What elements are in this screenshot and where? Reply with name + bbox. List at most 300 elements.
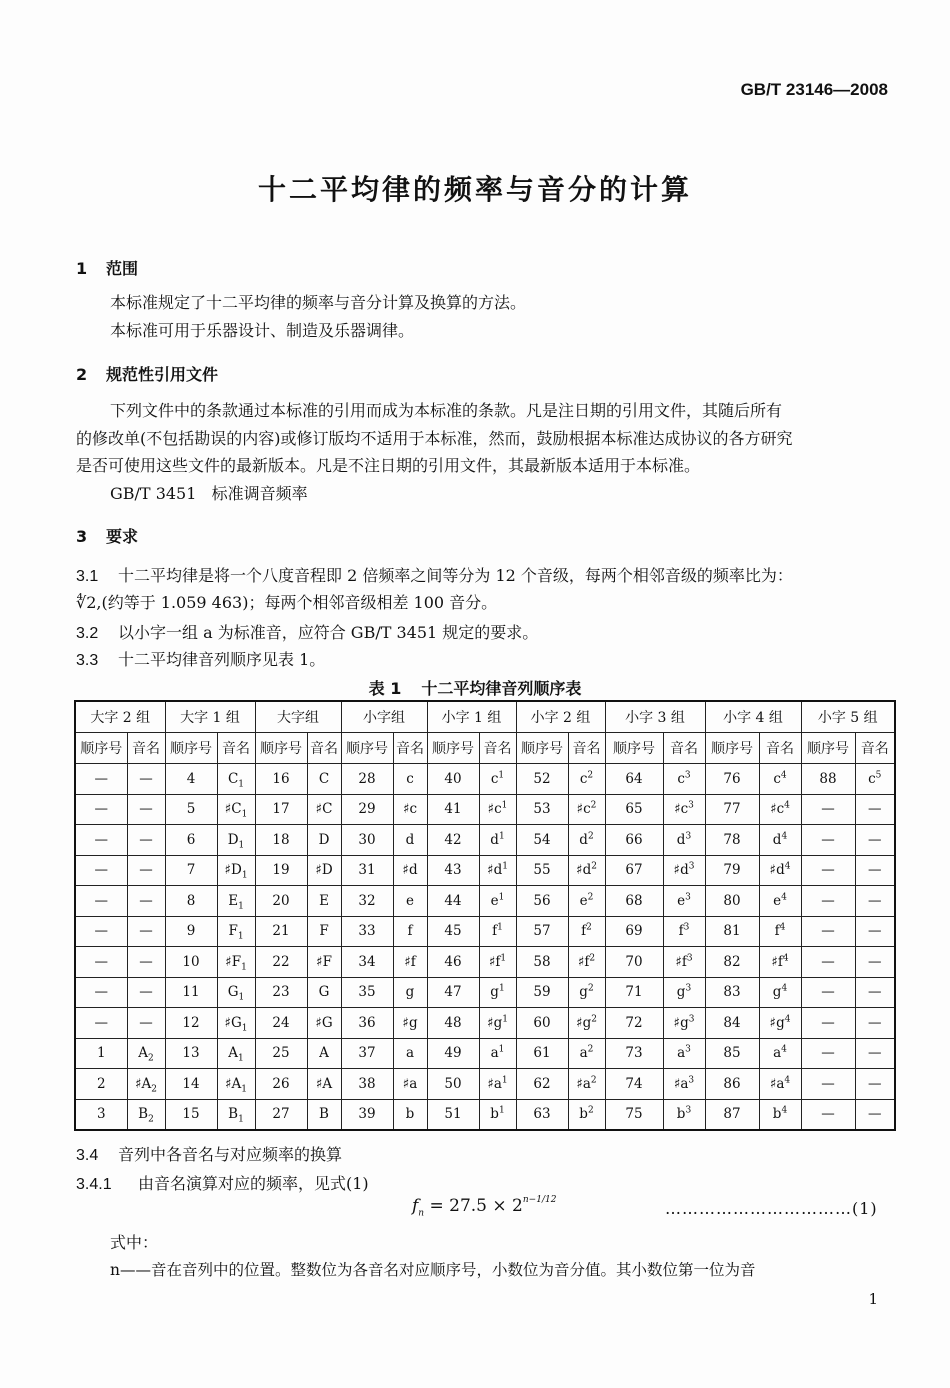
note-name: ♯D bbox=[224, 862, 242, 879]
seq-cell: 70 bbox=[605, 947, 663, 978]
note-name-cell bbox=[855, 764, 895, 795]
octave-subscript: 1 bbox=[238, 779, 245, 790]
note-name-cell bbox=[663, 855, 705, 886]
note-name-cell bbox=[217, 1099, 255, 1130]
octave-superscript: 3 bbox=[685, 1105, 692, 1116]
octave-superscript: 1 bbox=[498, 831, 505, 842]
note-name: ♯d bbox=[576, 862, 592, 879]
octave-subscript: 1 bbox=[241, 870, 248, 881]
seq-cell: — bbox=[75, 764, 127, 795]
seq-cell: 67 bbox=[605, 855, 663, 886]
octave-superscript: 2 bbox=[590, 1075, 597, 1086]
note-name-cell bbox=[393, 794, 427, 825]
note-name: — bbox=[139, 770, 153, 787]
note-name: f bbox=[407, 923, 413, 940]
octave-subscript: 1 bbox=[241, 962, 247, 973]
section-1-para-2: 本标准可用于乐器设计、制造及乐器调律。 bbox=[110, 321, 415, 340]
note-name-cell bbox=[307, 1099, 341, 1130]
seq-cell: 38 bbox=[341, 1069, 393, 1100]
octave-superscript: 2 bbox=[587, 983, 594, 994]
group-header-cell: 小字组 bbox=[341, 701, 427, 733]
seq-cell: 65 bbox=[605, 794, 663, 825]
note-name: E bbox=[228, 892, 239, 909]
note-name-cell bbox=[393, 825, 427, 856]
note-name: — bbox=[868, 862, 882, 879]
note-name-cell bbox=[855, 916, 895, 947]
seq-cell: 79 bbox=[705, 855, 759, 886]
note-name-cell bbox=[663, 1069, 705, 1100]
octave-subscript: 1 bbox=[238, 1053, 244, 1064]
seq-cell: 7 bbox=[165, 855, 217, 886]
note-name-cell bbox=[217, 764, 255, 795]
seq-cell: — bbox=[801, 1099, 855, 1130]
octave-subscript: 2 bbox=[148, 1053, 154, 1064]
seq-cell: 52 bbox=[516, 764, 568, 795]
clause-3-1-text: 十二平均律是将一个八度音程即 2 倍频率之间等分为 12 个音级，每两个相邻音级的频率比为： bbox=[118, 566, 793, 585]
note-name-cell bbox=[393, 947, 427, 978]
note-name-cell bbox=[479, 764, 516, 795]
note-name-cell bbox=[217, 825, 255, 856]
seq-cell: 58 bbox=[516, 947, 568, 978]
seq-cell: 30 bbox=[341, 825, 393, 856]
section-2-line-2: 的修改单(不包括勘误的内容)或修订版均不适用于本标准，然而，鼓励根据本标准达成协议的各方研究 bbox=[76, 429, 793, 448]
note-name-cell bbox=[568, 947, 605, 978]
seq-cell: 3 bbox=[75, 1099, 127, 1130]
note-name-cell bbox=[127, 947, 165, 978]
octave-superscript: 1 bbox=[502, 861, 508, 872]
note-name-cell bbox=[393, 764, 427, 795]
table-row bbox=[75, 916, 895, 947]
seq-cell: 68 bbox=[605, 886, 663, 917]
seq-cell: 27 bbox=[255, 1099, 307, 1130]
octave-subscript: 1 bbox=[241, 1023, 248, 1034]
octave-superscript: 4 bbox=[784, 800, 790, 811]
note-name-cell bbox=[568, 886, 605, 917]
clause-3-4 bbox=[76, 1142, 342, 1165]
seq-cell: 86 bbox=[705, 1069, 759, 1100]
note-name-cell bbox=[393, 916, 427, 947]
formula-lhs-subscript: n bbox=[418, 1208, 425, 1219]
seq-header-cell: 顺序号 bbox=[75, 733, 127, 764]
seq-header-cell: 顺序号 bbox=[705, 733, 759, 764]
note-name: c bbox=[490, 770, 499, 787]
seq-cell: 24 bbox=[255, 1008, 307, 1039]
seq-cell: 37 bbox=[341, 1038, 393, 1069]
seq-cell: 42 bbox=[427, 825, 479, 856]
seq-cell: 60 bbox=[516, 1008, 568, 1039]
note-name: — bbox=[868, 953, 882, 970]
group-header-row bbox=[75, 701, 895, 733]
note-name-cell bbox=[568, 1099, 605, 1130]
note-name-cell bbox=[479, 1099, 516, 1130]
note-name: g bbox=[772, 984, 782, 1001]
note-name: G bbox=[318, 984, 330, 1001]
note-name: F bbox=[319, 923, 329, 940]
note-name: ♯g bbox=[576, 1014, 592, 1031]
note-name: b bbox=[676, 1106, 686, 1123]
note-name: a bbox=[677, 1045, 686, 1062]
seq-cell: 10 bbox=[165, 947, 217, 978]
table-row bbox=[75, 1038, 895, 1069]
note-name: G bbox=[227, 984, 239, 1001]
document-title: 十二平均律的频率与音分的计算 bbox=[257, 173, 692, 206]
note-name: — bbox=[868, 1106, 882, 1123]
note-name: A bbox=[138, 1045, 148, 1062]
note-name-cell bbox=[568, 916, 605, 947]
note-name: d bbox=[676, 831, 686, 848]
note-name: f bbox=[492, 923, 498, 940]
seq-cell: 77 bbox=[705, 794, 759, 825]
octave-superscript: 3 bbox=[688, 861, 695, 872]
seq-cell: — bbox=[801, 886, 855, 917]
seq-cell: 56 bbox=[516, 886, 568, 917]
clause-3-4-1-number: 3.4.1 bbox=[76, 1176, 112, 1193]
section-2-number: 2 bbox=[76, 365, 88, 384]
note-name-cell bbox=[217, 977, 255, 1008]
octave-superscript: 4 bbox=[784, 1075, 791, 1086]
clause-3-3-number: 3.3 bbox=[76, 652, 99, 669]
octave-subscript: 2 bbox=[151, 1084, 158, 1095]
octave-superscript: 1 bbox=[498, 983, 505, 994]
octave-superscript: 3 bbox=[683, 922, 690, 933]
note-name-cell bbox=[759, 1008, 801, 1039]
column-header-row bbox=[75, 733, 895, 764]
octave-superscript: 3 bbox=[685, 831, 692, 842]
note-name-cell bbox=[127, 1008, 165, 1039]
note-name: C bbox=[318, 770, 330, 787]
note-name: b bbox=[772, 1106, 782, 1123]
octave-subscript: 1 bbox=[241, 809, 248, 820]
note-name: ♯C bbox=[224, 801, 242, 818]
note-name: — bbox=[139, 862, 153, 879]
note-name: ♯D bbox=[315, 862, 333, 879]
seq-header-cell: 顺序号 bbox=[165, 733, 217, 764]
seq-cell: 47 bbox=[427, 977, 479, 1008]
section-2-line-1: 下列文件中的条款通过本标准的引用而成为本标准的条款。凡是注日期的引用文件，其随后所有 bbox=[110, 401, 783, 420]
note-name-cell bbox=[479, 916, 516, 947]
note-name-cell bbox=[663, 764, 705, 795]
seq-cell: 8 bbox=[165, 886, 217, 917]
note-name-cell bbox=[663, 1099, 705, 1130]
name-header-cell: 音名 bbox=[855, 733, 895, 764]
note-name-cell bbox=[663, 794, 705, 825]
note-name-cell bbox=[855, 947, 895, 978]
note-name: — bbox=[868, 1045, 882, 1062]
seq-header-cell: 顺序号 bbox=[605, 733, 663, 764]
seq-cell: 48 bbox=[427, 1008, 479, 1039]
note-name: ♯a bbox=[402, 1075, 418, 1092]
where-n-definition: n——音在音列中的位置。整数位为各音名对应顺序号，小数位为音分值。其小数位第一位为音 bbox=[110, 1261, 756, 1279]
seq-cell: 1 bbox=[75, 1038, 127, 1069]
note-name-cell bbox=[217, 1069, 255, 1100]
note-name: B bbox=[319, 1106, 329, 1123]
pitch-sequence-table bbox=[74, 700, 896, 1131]
note-name-cell bbox=[855, 1099, 895, 1130]
section-3-number: 3 bbox=[76, 527, 88, 546]
section-2-title: 规范性引用文件 bbox=[106, 365, 219, 384]
octave-superscript: 4 bbox=[781, 1105, 788, 1116]
name-header-cell: 音名 bbox=[568, 733, 605, 764]
octave-superscript: 1 bbox=[501, 1075, 508, 1086]
seq-cell: — bbox=[75, 794, 127, 825]
note-name-cell bbox=[307, 764, 341, 795]
seq-cell: 69 bbox=[605, 916, 663, 947]
note-name-cell bbox=[479, 1038, 516, 1069]
table-row bbox=[75, 886, 895, 917]
note-name-cell bbox=[663, 1008, 705, 1039]
note-name-cell bbox=[568, 855, 605, 886]
seq-cell: — bbox=[801, 977, 855, 1008]
note-name-cell bbox=[217, 794, 255, 825]
seq-cell: — bbox=[75, 947, 127, 978]
note-name: — bbox=[868, 984, 882, 1001]
note-name-cell bbox=[479, 794, 516, 825]
note-name: ♯c bbox=[487, 801, 502, 818]
seq-cell: 43 bbox=[427, 855, 479, 886]
clause-3-4-1-text: 由音名演算对应的频率，见式(1) bbox=[138, 1174, 369, 1193]
note-name-cell bbox=[127, 764, 165, 795]
seq-cell: 54 bbox=[516, 825, 568, 856]
note-name: ♯g bbox=[487, 1014, 503, 1031]
table-row bbox=[75, 1069, 895, 1100]
note-name-cell bbox=[127, 794, 165, 825]
note-name: b bbox=[490, 1106, 499, 1123]
section-1-number: 1 bbox=[76, 259, 88, 278]
normative-reference bbox=[110, 481, 308, 507]
note-name: g bbox=[405, 984, 415, 1001]
clause-3-2-number: 3.2 bbox=[76, 625, 99, 642]
octave-superscript: 2 bbox=[590, 800, 597, 811]
note-name-cell bbox=[568, 794, 605, 825]
table-caption-number: 表 1 bbox=[368, 679, 402, 698]
seq-cell: 75 bbox=[605, 1099, 663, 1130]
octave-superscript: 4 bbox=[781, 831, 788, 842]
note-name: a bbox=[773, 1045, 782, 1062]
note-name-cell bbox=[217, 1038, 255, 1069]
group-header-cell: 大字 2 组 bbox=[75, 701, 165, 733]
seq-cell: 59 bbox=[516, 977, 568, 1008]
seq-cell: 17 bbox=[255, 794, 307, 825]
note-name: ♯d bbox=[769, 862, 785, 879]
note-name-cell bbox=[127, 1099, 165, 1130]
note-name: ♯d bbox=[487, 862, 503, 879]
note-name-cell bbox=[127, 825, 165, 856]
seq-cell: 51 bbox=[427, 1099, 479, 1130]
table-row bbox=[75, 1099, 895, 1130]
note-name: B bbox=[138, 1106, 149, 1123]
note-name: ♯f bbox=[577, 953, 590, 970]
note-name-cell bbox=[479, 825, 516, 856]
note-name: f bbox=[774, 923, 780, 940]
seq-cell: 41 bbox=[427, 794, 479, 825]
note-name: ♯A bbox=[224, 1075, 242, 1092]
note-name-cell bbox=[127, 977, 165, 1008]
octave-superscript: 2 bbox=[586, 922, 592, 933]
seq-cell: 62 bbox=[516, 1069, 568, 1100]
seq-cell: 32 bbox=[341, 886, 393, 917]
seq-cell: 15 bbox=[165, 1099, 217, 1130]
seq-cell: — bbox=[75, 977, 127, 1008]
seq-cell: 2 bbox=[75, 1069, 127, 1100]
table-caption-title: 十二平均律音列顺序表 bbox=[421, 679, 582, 698]
seq-header-cell: 顺序号 bbox=[255, 733, 307, 764]
table-row bbox=[75, 764, 895, 795]
note-name: ♯g bbox=[769, 1014, 785, 1031]
seq-cell: 73 bbox=[605, 1038, 663, 1069]
note-name: c bbox=[406, 770, 414, 787]
octave-superscript: 3 bbox=[688, 800, 694, 811]
seq-cell: 31 bbox=[341, 855, 393, 886]
seq-cell: 55 bbox=[516, 855, 568, 886]
seq-cell: — bbox=[75, 886, 127, 917]
note-name: A bbox=[228, 1045, 238, 1062]
note-name: g bbox=[490, 984, 499, 1001]
name-header-cell: 音名 bbox=[663, 733, 705, 764]
note-name-cell bbox=[568, 1069, 605, 1100]
note-name: ♯C bbox=[315, 801, 333, 818]
note-name: — bbox=[868, 1014, 882, 1031]
octave-superscript: 3 bbox=[684, 770, 691, 781]
octave-subscript: 1 bbox=[238, 840, 245, 851]
note-name: ♯c bbox=[674, 801, 689, 818]
note-name-cell bbox=[759, 886, 801, 917]
octave-superscript: 2 bbox=[587, 1105, 594, 1116]
note-name: ♯f bbox=[675, 953, 687, 970]
seq-cell: 21 bbox=[255, 916, 307, 947]
octave-subscript: 1 bbox=[238, 901, 244, 912]
seq-cell: 72 bbox=[605, 1008, 663, 1039]
note-name: e bbox=[579, 892, 588, 909]
note-name-cell bbox=[127, 855, 165, 886]
note-name: b bbox=[405, 1106, 415, 1123]
table-row bbox=[75, 977, 895, 1008]
where-label: 式中： bbox=[110, 1233, 159, 1252]
note-name-cell bbox=[393, 1008, 427, 1039]
seq-cell: 19 bbox=[255, 855, 307, 886]
note-name: — bbox=[868, 1075, 882, 1092]
note-name: ♯A bbox=[134, 1075, 152, 1092]
octave-superscript: 1 bbox=[498, 892, 505, 903]
seq-cell: 25 bbox=[255, 1038, 307, 1069]
note-name: D bbox=[318, 831, 330, 848]
clause-3-3 bbox=[76, 647, 325, 670]
note-name-cell bbox=[307, 1069, 341, 1100]
octave-superscript: 3 bbox=[686, 953, 693, 964]
seq-cell: 83 bbox=[705, 977, 759, 1008]
seq-header-cell: 顺序号 bbox=[516, 733, 568, 764]
seq-cell: 66 bbox=[605, 825, 663, 856]
octave-superscript: 4 bbox=[784, 861, 791, 872]
table-body bbox=[75, 764, 895, 1131]
frequency-formula bbox=[412, 1195, 557, 1219]
seq-cell: 63 bbox=[516, 1099, 568, 1130]
note-name-cell bbox=[127, 916, 165, 947]
note-name-cell bbox=[217, 886, 255, 917]
note-name: d bbox=[579, 831, 588, 848]
note-name-cell bbox=[307, 977, 341, 1008]
page-number: 1 bbox=[868, 1290, 878, 1308]
seq-cell: 4 bbox=[165, 764, 217, 795]
note-name-cell bbox=[479, 977, 516, 1008]
equation-number: ……………………………(1) bbox=[665, 1199, 878, 1218]
seq-cell: 50 bbox=[427, 1069, 479, 1100]
note-name-cell bbox=[663, 825, 705, 856]
group-header-cell: 小字 1 组 bbox=[427, 701, 516, 733]
note-name-cell bbox=[855, 855, 895, 886]
seq-cell: 13 bbox=[165, 1038, 217, 1069]
note-name: — bbox=[868, 892, 882, 909]
note-name: c bbox=[579, 770, 588, 787]
seq-cell: — bbox=[801, 855, 855, 886]
note-name-cell bbox=[855, 1069, 895, 1100]
note-name: e bbox=[406, 892, 414, 909]
note-name: d bbox=[772, 831, 782, 848]
seq-cell: — bbox=[801, 794, 855, 825]
clause-3-1-number: 3.1 bbox=[76, 568, 99, 585]
seq-cell: — bbox=[801, 916, 855, 947]
octave-superscript: 1 bbox=[500, 953, 507, 964]
seq-cell: 26 bbox=[255, 1069, 307, 1100]
note-name-cell bbox=[393, 1099, 427, 1130]
octave-superscript: 3 bbox=[688, 1014, 695, 1025]
note-name-cell bbox=[127, 1038, 165, 1069]
seq-cell: 87 bbox=[705, 1099, 759, 1130]
note-name: — bbox=[868, 831, 882, 848]
seq-cell: 23 bbox=[255, 977, 307, 1008]
note-name-cell bbox=[393, 977, 427, 1008]
note-name-cell bbox=[759, 947, 801, 978]
octave-superscript: 2 bbox=[587, 892, 594, 903]
seq-cell: 35 bbox=[341, 977, 393, 1008]
octave-superscript: 2 bbox=[591, 1014, 597, 1025]
octave-superscript: 1 bbox=[497, 922, 503, 933]
seq-cell: 81 bbox=[705, 916, 759, 947]
note-name: ♯d bbox=[402, 862, 418, 879]
octave-superscript: 4 bbox=[781, 983, 788, 994]
seq-cell: 28 bbox=[341, 764, 393, 795]
octave-superscript: 4 bbox=[781, 1044, 787, 1055]
note-name: — bbox=[868, 923, 882, 940]
note-name: ♯A bbox=[315, 1075, 333, 1092]
seq-cell: 5 bbox=[165, 794, 217, 825]
note-name: ♯f bbox=[771, 953, 783, 970]
seq-cell: 11 bbox=[165, 977, 217, 1008]
octave-superscript: 3 bbox=[685, 1044, 691, 1055]
note-name: ♯F bbox=[225, 953, 242, 970]
note-name-cell bbox=[307, 1038, 341, 1069]
seq-cell: 64 bbox=[605, 764, 663, 795]
group-header-cell: 小字 5 组 bbox=[801, 701, 895, 733]
group-header-cell: 大字 1 组 bbox=[165, 701, 255, 733]
seq-cell: 18 bbox=[255, 825, 307, 856]
note-name: a bbox=[579, 1045, 588, 1062]
seq-cell: 36 bbox=[341, 1008, 393, 1039]
seq-cell: — bbox=[75, 855, 127, 886]
section-1-para-1: 本标准规定了十二平均律的频率与音分计算及换算的方法。 bbox=[110, 293, 527, 312]
section-2-line-3: 是否可使用这些文件的最新版本。凡是不注日期的引用文件，其最新版本适用于本标准。 bbox=[76, 456, 701, 475]
table-row bbox=[75, 825, 895, 856]
note-name-cell bbox=[217, 1008, 255, 1039]
seq-cell: 57 bbox=[516, 916, 568, 947]
note-name-cell bbox=[759, 916, 801, 947]
note-name-cell bbox=[759, 855, 801, 886]
octave-superscript: 4 bbox=[780, 770, 787, 781]
note-name: a bbox=[490, 1045, 499, 1062]
seq-cell: 53 bbox=[516, 794, 568, 825]
seq-cell: 45 bbox=[427, 916, 479, 947]
note-name: a bbox=[405, 1045, 415, 1062]
note-name-cell bbox=[759, 1099, 801, 1130]
